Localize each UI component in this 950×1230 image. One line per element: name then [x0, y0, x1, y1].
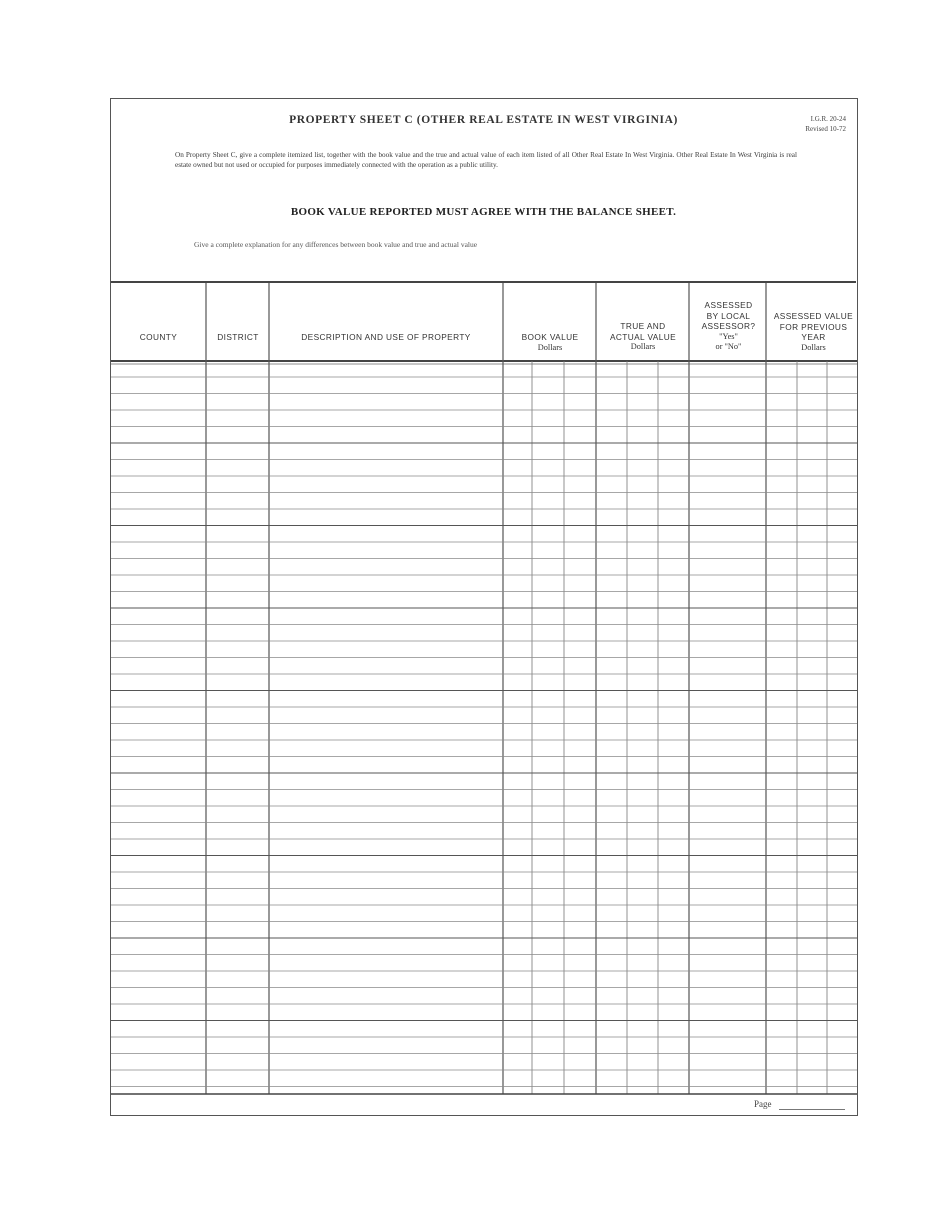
col-header-book-value: BOOK VALUE Dollars: [521, 332, 579, 352]
entry-grid: [111, 99, 859, 1117]
balance-sheet-warning: BOOK VALUE REPORTED MUST AGREE WITH THE BALANCE SHEET.: [290, 206, 677, 218]
instructions-text: On Property Sheet C, give a complete itemized list, together with the book value and the true and actual value of each item listed of all Other Real Estate In West Virginia. Other Real Estate In West Virginia is real estate owned but not used or occupied for purposes immediately connected with the operation as a public utility.: [175, 151, 797, 169]
col-header-assessed-previous: ASSESSED VALUE FOR PREVIOUS YEAR Dollars: [773, 311, 854, 352]
page-number-label: Page: [754, 1099, 772, 1109]
col-header-assessed-local: ASSESSED BY LOCAL ASSESSOR? "Yes" or "No": [701, 300, 756, 352]
col-header-true-value: TRUE AND ACTUAL VALUE Dollars: [609, 321, 677, 352]
col-header-district: DISTRICT: [217, 332, 259, 342]
form-number: I.G.R. 20-24: [810, 115, 846, 123]
page-number-field[interactable]: [779, 1109, 845, 1110]
explanation-prompt: Give a complete explanation for any differences between book value and true and actual value: [194, 240, 478, 249]
property-sheet-form: [110, 98, 858, 1116]
revised-date: Revised 10-72: [805, 125, 846, 133]
col-header-description: DESCRIPTION AND USE OF PROPERTY: [301, 332, 471, 342]
form-title: PROPERTY SHEET C (OTHER REAL ESTATE IN WEST VIRGINIA): [289, 114, 678, 126]
col-header-county: COUNTY: [139, 332, 178, 342]
